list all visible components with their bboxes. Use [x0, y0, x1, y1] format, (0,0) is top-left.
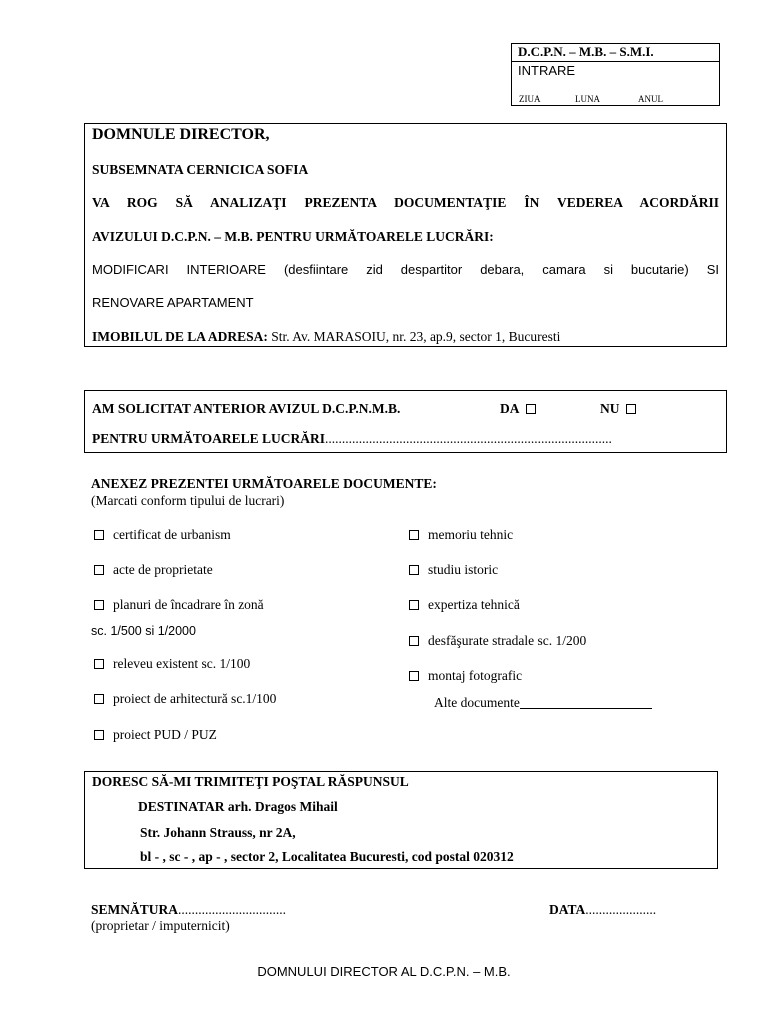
montaj-checkbox[interactable] [409, 671, 419, 681]
memoriu-label: memoriu tehnic [428, 527, 514, 542]
footer-text: DOMNULUI DIRECTOR AL D.C.P.N. – M.B. [257, 964, 511, 979]
studiu-label: studiu istoric [428, 562, 499, 577]
request-line-1: VA ROG SĂ ANALIZAŢI PREZENTA DOCUMENTAŢIE ÎN VEDEREA ACORDĂRII [92, 195, 719, 210]
mail-street: Str. Johann Strauss, nr 2A, [140, 825, 296, 840]
mail-title: DORESC SĂ-MI TRIMITEŢI POŞTAL RĂSPUNSUL [92, 774, 409, 789]
undersigned: SUBSEMNATA CERNICICA SOFIA [92, 162, 309, 177]
annex-subtitle: (Marcati conform tipului de lucrari) [91, 493, 285, 508]
no-checkbox[interactable] [626, 404, 636, 414]
desfasurate-checkbox[interactable] [409, 636, 419, 646]
proiect-pud-checkbox[interactable] [94, 730, 104, 740]
doc-proiect-arhitectura [94, 691, 276, 707]
no-label: NU [600, 401, 620, 416]
address-label: IMOBILUL DE LA ADRESA: [92, 329, 268, 344]
date-dots[interactable]: ..................... [585, 902, 657, 917]
montaj-label: montaj fotografic [428, 668, 523, 683]
doc-studiu [409, 562, 498, 578]
registry-divider [512, 61, 719, 62]
registry-ziua: ZIUA [519, 94, 541, 104]
doc-desfasurate [409, 633, 586, 649]
request-line-2: AVIZULUI D.C.P.N. – M.B. PENTRU URMĂTOARELE LUCRĂRI: [92, 229, 494, 244]
signature-dots[interactable]: ................................ [178, 902, 287, 917]
date-line [549, 902, 656, 918]
mail-details: bl - , sc - , ap - , sector 2, Localitatea Bucuresti, cod postal 020312 [140, 849, 514, 864]
expertiza-label: expertiza tehnică [428, 597, 520, 612]
address-value: Str. Av. MARASOIU, nr. 23, ap.9, sector 1, Bucuresti [271, 329, 561, 344]
previous-yes [500, 401, 536, 417]
previous-request-box [84, 390, 727, 453]
planuri-label: planuri de încadrare în zonă [113, 597, 264, 612]
doc-expertiza [409, 597, 520, 613]
yes-label: DA [500, 401, 520, 416]
studiu-checkbox[interactable] [409, 565, 419, 575]
mail-box [84, 771, 718, 869]
planuri-scale: sc. 1/500 si 1/2000 [91, 624, 196, 638]
doc-montaj [409, 668, 522, 684]
doc-planuri [94, 597, 264, 613]
signature-label: SEMNĂTURA [91, 902, 179, 917]
signature-note: (proprietar / imputernicit) [91, 918, 230, 933]
previous-no [600, 401, 636, 417]
signature-line [91, 902, 286, 918]
proiect-arhitectura-checkbox[interactable] [94, 694, 104, 704]
doc-proiect-pud [94, 727, 217, 743]
doc-memoriu [409, 527, 513, 543]
releveu-label: releveu existent sc. 1/100 [113, 656, 251, 671]
registry-intrare: INTRARE [518, 63, 576, 78]
mail-recipient: DESTINATAR arh. Dragos Mihail [138, 799, 338, 814]
registry-box [511, 43, 720, 106]
releveu-checkbox[interactable] [94, 659, 104, 669]
alte-label: Alte documente [434, 695, 520, 710]
registry-anul: ANUL [638, 94, 663, 104]
acte-label: acte de proprietate [113, 562, 213, 577]
doc-certificat [94, 527, 231, 543]
previous-works-dots: ..................................................................................... [325, 431, 612, 446]
registry-header: D.C.P.N. – M.B. – S.M.I. [518, 44, 654, 59]
previous-works-line [92, 431, 612, 447]
certificat-label: certificat de urbanism [113, 527, 231, 542]
previous-works-label: PENTRU URMĂTOARELE LUCRĂRI [92, 431, 326, 446]
expertiza-checkbox[interactable] [409, 600, 419, 610]
doc-acte [94, 562, 213, 578]
annex-title: ANEXEZ PREZENTEI URMĂTOARELE DOCUMENTE: [91, 476, 437, 491]
works-line-2: RENOVARE APARTAMENT [92, 295, 254, 310]
alte-input-line[interactable] [520, 696, 652, 709]
desfasurate-label: desfăşurate stradale sc. 1/200 [428, 633, 587, 648]
doc-alte [434, 695, 652, 711]
request-box [84, 123, 727, 347]
proiect-arhitectura-label: proiect de arhitectură sc.1/100 [113, 691, 277, 706]
registry-luna: LUNA [575, 94, 600, 104]
memoriu-checkbox[interactable] [409, 530, 419, 540]
proiect-pud-label: proiect PUD / PUZ [113, 727, 217, 742]
salutation: DOMNULE DIRECTOR, [92, 126, 270, 143]
yes-checkbox[interactable] [526, 404, 536, 414]
planuri-checkbox[interactable] [94, 600, 104, 610]
certificat-checkbox[interactable] [94, 530, 104, 540]
address-line [92, 329, 726, 345]
date-label: DATA [549, 902, 586, 917]
works-line-1: MODIFICARI INTERIOARE (desfiintare zid despartitor debara, camara si bucutarie) SI [92, 262, 719, 277]
previous-question: AM SOLICITAT ANTERIOR AVIZUL D.C.P.N.M.B. [92, 401, 401, 416]
doc-releveu [94, 656, 250, 672]
acte-checkbox[interactable] [94, 565, 104, 575]
